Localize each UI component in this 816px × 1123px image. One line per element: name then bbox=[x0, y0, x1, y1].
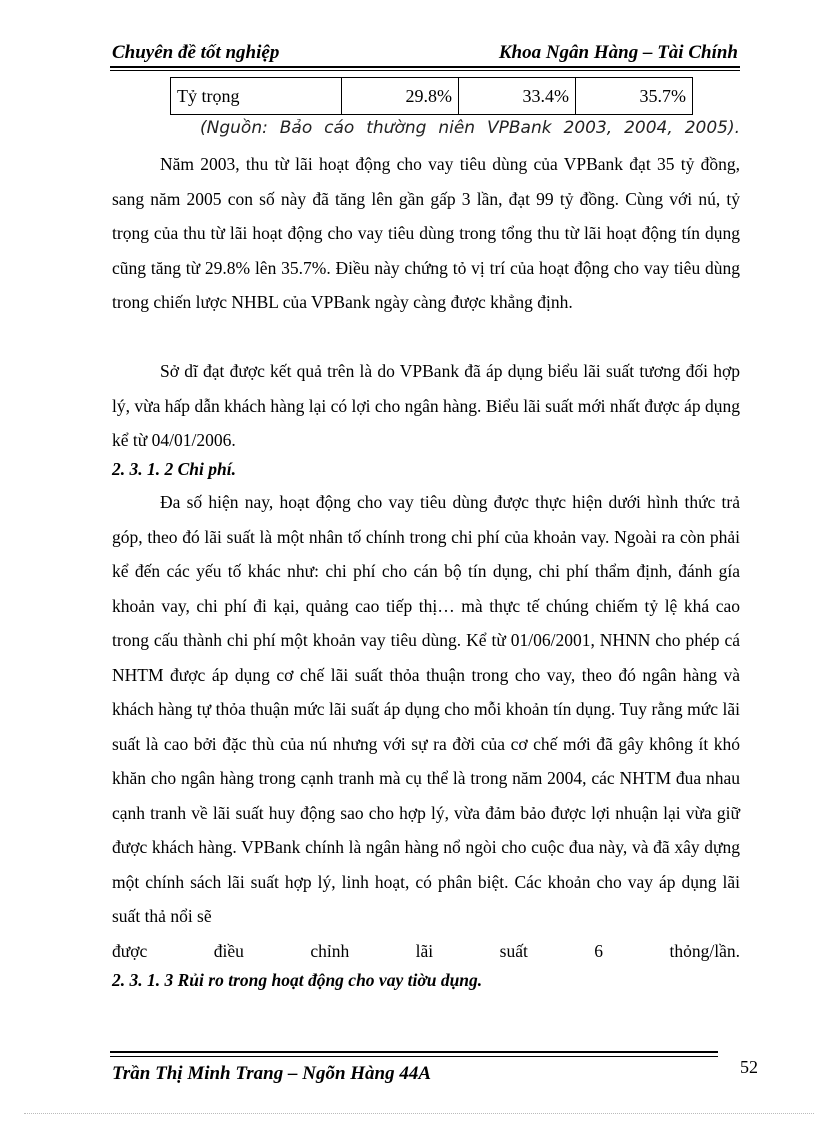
section-heading-cost: 2. 3. 1. 2 Chi phí. bbox=[112, 459, 236, 479]
header-left: Chuyên đề tốt nghiệp bbox=[112, 42, 280, 63]
page-number: 52 bbox=[740, 1057, 758, 1077]
table-row bbox=[171, 78, 693, 115]
header-rule bbox=[110, 66, 740, 68]
paragraph-2-text: Sở dĩ đạt được kết quả trên là do VPBank đã áp dụng biểu lãi suất tương đối hợp lý, vừa hấp dẫn khách hàng lại có lợi cho ngân hàng. Biểu lãi suất mới nhất được áp dụng kể từ 04/01/2006. bbox=[112, 361, 740, 450]
paragraph-3-last-line: được điều chỉnh lãi suất 6 thỏng/lần. bbox=[112, 940, 740, 961]
table-source: (Nguồn: Bảo cáo thường niên VPBank 2003, 2004, 2005). bbox=[200, 118, 740, 138]
page-edge-dotted-line bbox=[24, 1113, 814, 1114]
section-heading-risk: 2. 3. 1. 3 Rủi ro trong hoạt động cho vay tiờu dụng. bbox=[112, 970, 483, 990]
ratio-table bbox=[170, 77, 693, 115]
table-cell-2005: 35.7% bbox=[576, 78, 693, 115]
footer-rule-thin bbox=[110, 1056, 718, 1057]
paragraph-1-text: Năm 2003, thu từ lãi hoạt động cho vay tiêu dùng của VPBank đạt 35 tỷ đồng, sang năm 2005 con số này đã tăng lên gần gấp 3 lần, đạt 99 tỷ đồng. Cùng với nú, tỷ trọng của thu từ lãi hoạt động cho vay tiêu dùng trong tổng thu từ lãi hoạt động tín dụng cũng tăng từ 29.8% lên 35.7%. Điều này chứng tỏ vị trí của hoạt động cho vay tiêu dùng trong chiến lược NHBL của VPBank ngày càng được khẳng định. bbox=[112, 154, 740, 312]
table-cell-2004: 33.4% bbox=[459, 78, 576, 115]
paragraph-3-text: Đa số hiện nay, hoạt động cho vay tiêu dùng được thực hiện dưới hình thức trả góp, theo đó lãi suất là một nhân tố chính trong chi phí của khoản vay. Ngoài ra còn phải kể đến các yếu tố khác như: chi phí cho cán bộ tín dụng, chi phí thẩm định, đánh gía khoản vay, chi phí đi kại, quảng cao tiếp thị… mà thực tế chúng chiếm tỷ lệ khá cao trong cấu thành chi phí một khoản vay tiêu dùng. Kể từ 01/06/2001, NHNN cho phép cá NHTM được áp dụng cơ chế lãi suất thỏa thuận trong cho vay, theo đó ngân hàng và khách hàng tự thỏa thuận mức lãi suất áp dụng cho mỗi khoản tín dụng. Tuy rằng mức lãi suất là cao bởi đặc thù của nú nhưng với sự ra đời của cơ chế mới đã gây không ít khó khăn cho ngân hàng trong cạnh tranh mà cụ thể là trong năm 2004, các NHTM đua nhau cạnh tranh về lãi suất huy động sao cho hợp lý, vừa đảm bảo được lợi nhuận lại vừa giữ được khách hàng. VPBank chính là ngân hàng nổ ngòi cho cuộc đua này, và đã xây dựng một chính sách lãi suất hợp lý, linh hoạt, có phân biệt. Các khoản cho vay áp dụng lãi suất thả nổi sẽ bbox=[112, 492, 740, 926]
table-row-label: Tỷ trọng bbox=[171, 78, 342, 115]
table-cell-2003: 29.8% bbox=[342, 78, 459, 115]
footer-rule bbox=[110, 1051, 718, 1053]
header-right: Khoa Ngân Hàng – Tài Chính bbox=[498, 42, 738, 63]
paragraph-2 bbox=[112, 354, 740, 458]
paragraph-1 bbox=[112, 147, 740, 320]
footer-author: Trần Thị Minh Trang – Ngõn Hàng 44A bbox=[112, 1063, 432, 1084]
paragraph-3 bbox=[112, 485, 740, 968]
header-rule-thin bbox=[110, 70, 740, 71]
